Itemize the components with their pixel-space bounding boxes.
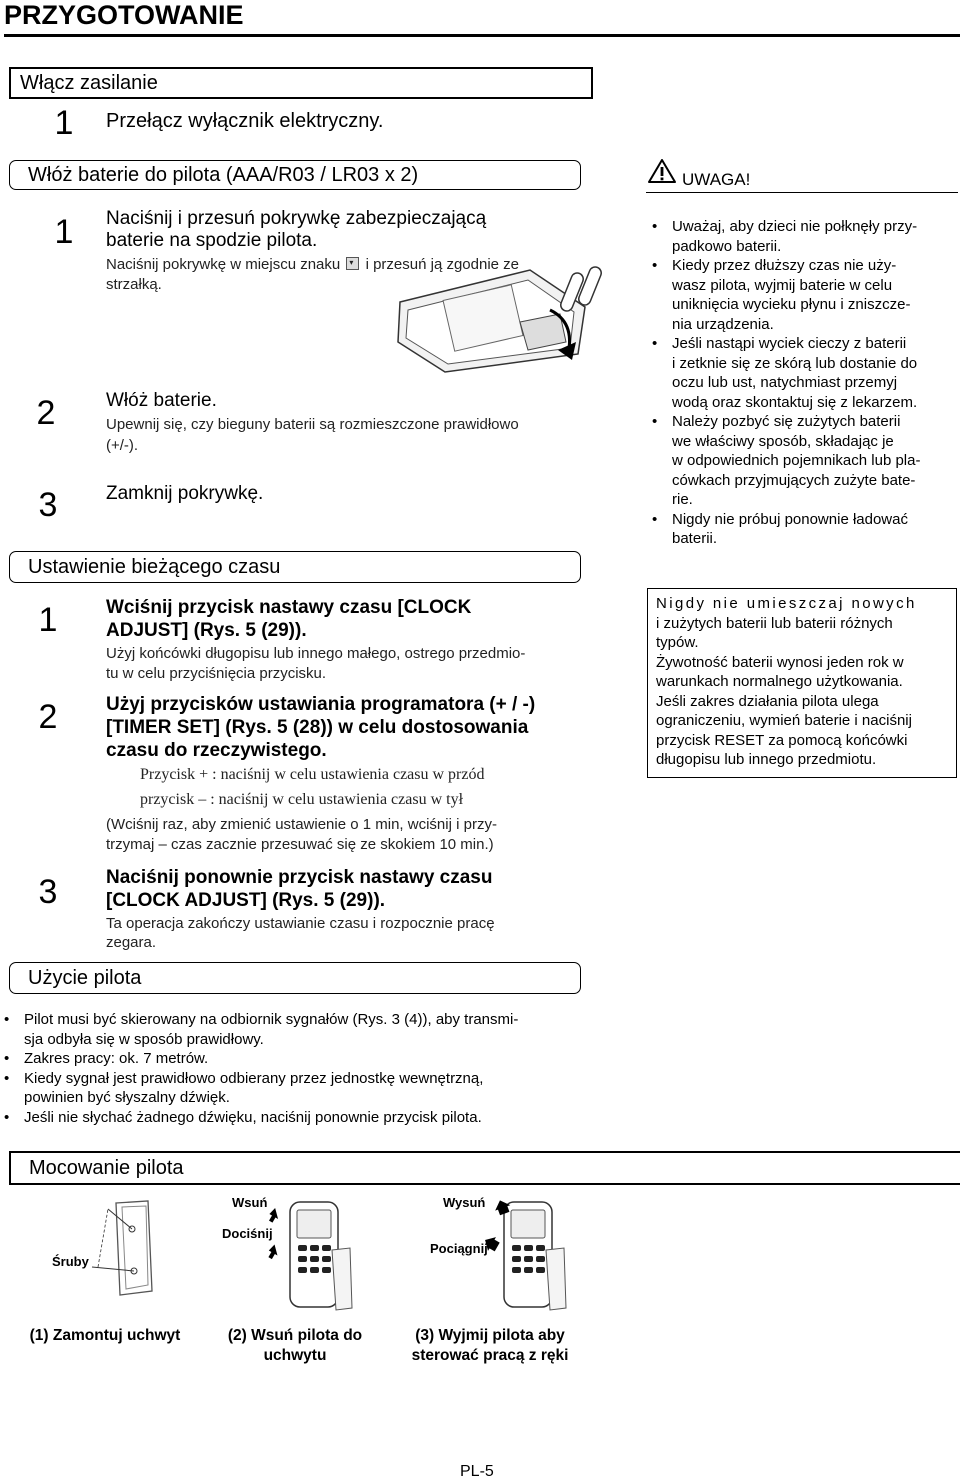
battery-step2-title: Włóż baterie. (106, 390, 217, 411)
step-number: 3 (38, 873, 58, 911)
time-step2-plus: Przycisk + : naciśnij w celu ustawienia czasu w przód (140, 766, 485, 783)
label-slide-out: Wysuń (443, 1195, 486, 1210)
label-slide-in: Wsuń (232, 1195, 268, 1210)
time-step1-sub-2: tu w celu przyciśnięcia przycisku. (106, 665, 327, 682)
power-heading-box (9, 67, 593, 99)
label-screws: Śruby (52, 1254, 89, 1269)
battery-step1-title-1: Naciśnij i przesuń pokrywkę zabezpieczającą (106, 208, 487, 229)
list-item: • Zakres pracy: ok. 7 metrów. (0, 1049, 590, 1069)
time-step2-minus: przycisk – : naciśnij w celu ustawienia czasu w tył (140, 791, 464, 808)
remote-back-illustration (390, 262, 615, 377)
list-item: • Należy pozbyć się zużytych baterii we właściwy sposób, składając je w odpowiednich pojemnikach lub pla- cówkach przyjmujących zużyte bate- rie. (648, 412, 958, 510)
battery-step1-sub-1a: Naciśnij pokrywkę w miejscu znaku (106, 256, 341, 273)
warning-icon (648, 158, 676, 184)
list-item: • Kiedy przez dłuższy czas nie uży- wasz pilota, wyjmij baterie w celu uniknięcia wycieku płynu i zniszcze- nia urządzenia. (648, 256, 958, 334)
slide-in-illustration (270, 1190, 380, 1315)
list-item: • Nigdy nie próbuj ponownie ładować baterii. (648, 510, 958, 549)
step-number: 2 (36, 394, 56, 432)
mount-heading-box (9, 1151, 960, 1185)
press-mark-icon: ▾ (346, 257, 359, 270)
caption-slide-in: (2) Wsuń pilota do uchwytu (227, 1327, 363, 1364)
battery-step1-title-2: baterie na spodzie pilota. (106, 230, 318, 251)
time-step1-title-2: ADJUST] (Rys. 5 (29)). (106, 620, 307, 641)
label-pull: Pociągnij (430, 1241, 488, 1256)
time-step1-sub-1: Użyj końcówki długopisu lub innego małego, ostrego przedmio- (106, 645, 526, 662)
battery-step1-sub-1b: i przesuń ją zgodnie ze (365, 256, 520, 273)
batteries-heading: Włóż baterie do pilota (AAA/R03 / LR03 x 2) (28, 164, 419, 186)
time-step1-title-1: Wciśnij przycisk nastawy czasu [CLOCK (106, 597, 472, 618)
power-step-text: Przełącz wyłącznik elektryczny. (106, 110, 384, 132)
warning-list (648, 217, 958, 549)
slide-out-illustration (490, 1190, 600, 1315)
battery-step3-title: Zamknij pokrywkę. (106, 483, 264, 504)
power-heading: Włącz zasilanie (20, 72, 158, 94)
usage-heading: Użycie pilota (28, 967, 142, 989)
usage-heading-box (9, 962, 581, 994)
list-item: • Jeśli nie słychać żadnego dźwięku, naciśnij ponownie przycisk pilota. (0, 1108, 590, 1128)
title-rule (4, 34, 960, 37)
time-step2-note-1: (Wciśnij raz, aby zmienić ustawienie o 1 min, wciśnij i przy- (106, 816, 497, 833)
page-title: PRZYGOTOWANIE (4, 0, 244, 30)
usage-list (0, 1010, 590, 1127)
warning-rule (646, 192, 958, 193)
page-number: PL-5 (460, 1463, 494, 1480)
list-item: • Pilot musi być skierowany na odbiornik sygnałów (Rys. 3 (4)), aby transmi- sja odbyła się w sposób prawidłowy. (0, 1010, 590, 1049)
caption-take-out: (3) Wyjmij pilota aby sterować pracą z ręki (411, 1327, 569, 1364)
battery-step2-sub-1: Upewnij się, czy bieguny baterii są rozmieszczone prawidłowo (106, 416, 519, 433)
list-item: • Kiedy sygnał jest prawidłowo odbierany przez jednostkę wewnętrzną, powinien być słyszalny dźwięk. (0, 1069, 590, 1108)
holder-screws-illustration (48, 1195, 178, 1310)
time-step3-title-1: Naciśnij ponownie przycisk nastawy czasu (106, 867, 493, 888)
step-number: 1 (54, 213, 74, 251)
battery-step2-sub-2: (+/-). (106, 437, 139, 454)
time-step3-title-2: [CLOCK ADJUST] (Rys. 5 (29)). (106, 890, 386, 911)
mount-heading: Mocowanie pilota (29, 1157, 184, 1179)
caption-mount-holder: (1) Zamontuj uchwyt (29, 1327, 181, 1344)
warning-heading: UWAGA! (682, 170, 751, 189)
step-number: 1 (54, 104, 74, 142)
battery-note-box: Nigdy nie umieszczaj nowych i zużytych baterii lub baterii różnych typów. Żywotność baterii wynosi jeden rok w warunkach normalnego użytkowania. Jeśli zakres działania pilota ulega ograniczeniu, wymień baterie i naciśnij przycisk RESET za pomocą końcówki długopisu lub innego przedmiotu. (647, 588, 957, 778)
time-heading-box (9, 551, 581, 583)
time-step2-title-1: Użyj przycisków ustawiania programatora (+ / -) (106, 694, 536, 715)
battery-step1-sub-2: strzałką. (106, 276, 162, 293)
time-step3-sub-1: Ta operacja zakończy ustawianie czasu i rozpocznie pracę (106, 915, 495, 932)
time-heading: Ustawienie bieżącego czasu (28, 556, 281, 578)
time-step2-note-2: trzymaj – czas zacznie przesuwać się ze skokiem 10 min.) (106, 836, 494, 853)
list-item: • Uważaj, aby dzieci nie połknęły przy- padkowo baterii. (648, 217, 958, 256)
step-number: 1 (38, 601, 58, 639)
step-number: 2 (38, 698, 58, 736)
batteries-heading-box (9, 160, 581, 190)
step-number: 3 (38, 486, 58, 524)
label-press: Dociśnij (222, 1226, 273, 1241)
list-item: • Jeśli nastąpi wyciek cieczy z baterii i zetknie się ze skórą lub dostanie do oczu lub ust, natychmiast przemyj wodą oraz skontaktuj się z lekarzem. (648, 334, 958, 412)
time-step2-title-3: czasu do rzeczywistego. (106, 740, 327, 761)
time-step3-sub-2: zegara. (106, 934, 157, 951)
time-step2-title-2: [TIMER SET] (Rys. 5 (28)) w celu dostosowania (106, 717, 529, 738)
